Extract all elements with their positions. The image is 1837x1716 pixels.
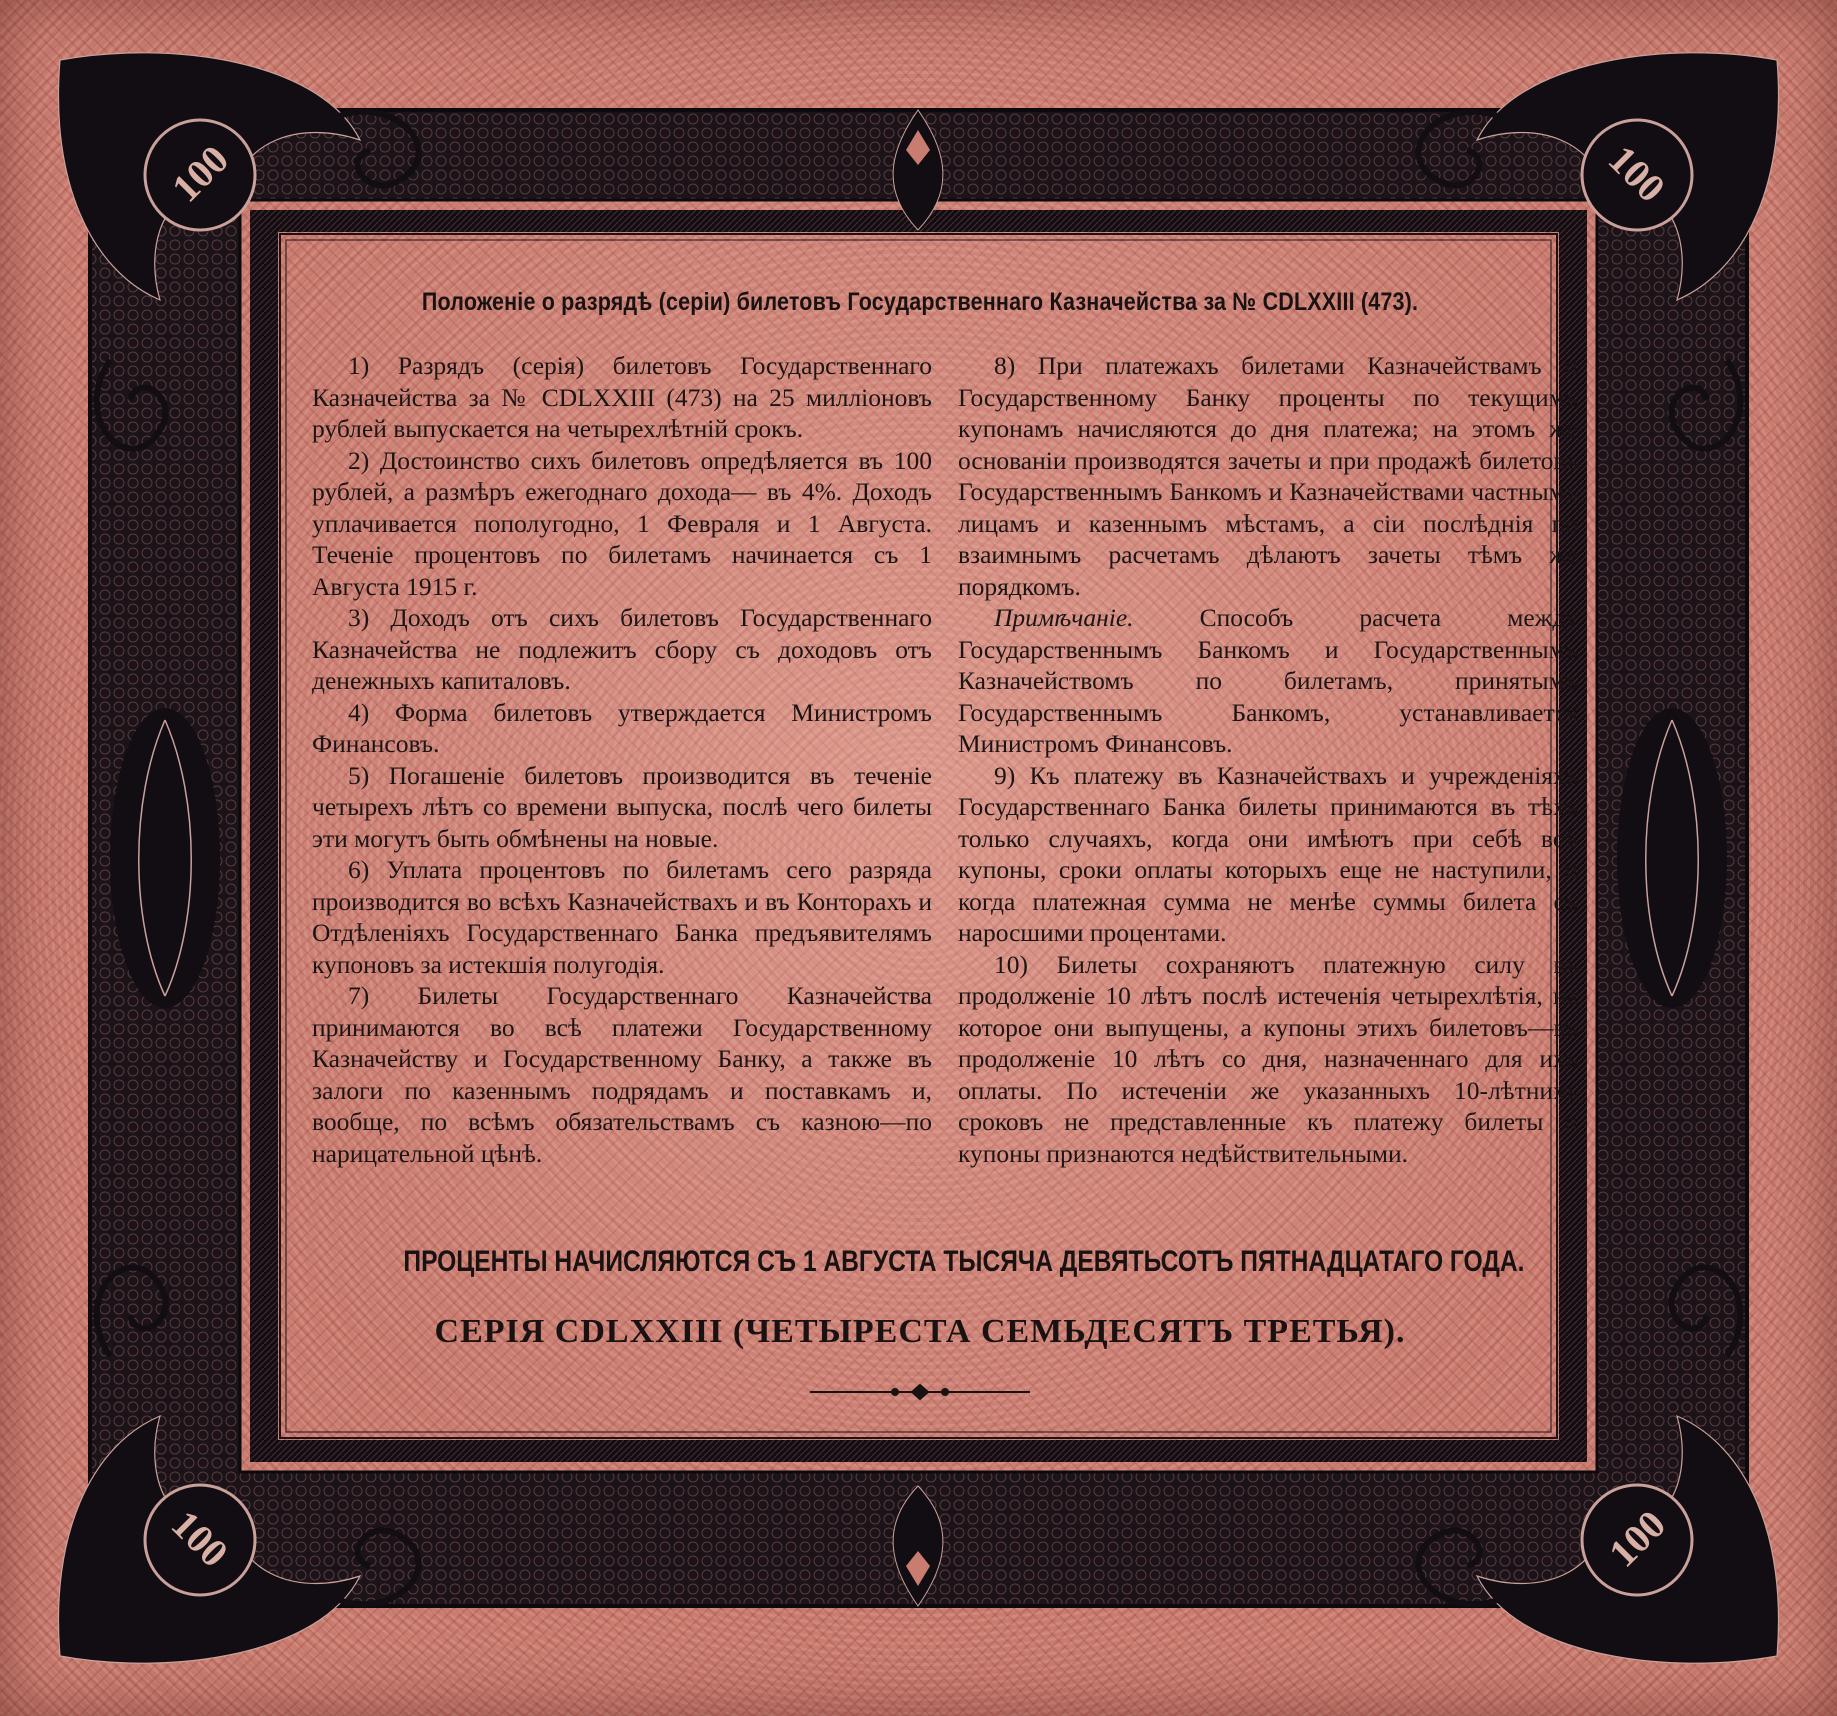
corner-denomination-tl: 100 bbox=[162, 136, 238, 211]
clause-8-note bbox=[958, 602, 1578, 760]
clause-3: 3) Доходъ отъ сихъ билетовъ Государственнаго Казначейства не подлежитъ сбору съ доходовъ отъ денежныхъ капиталовъ. bbox=[312, 603, 932, 695]
series-line: СЕРIЯ CDLXXIII (ЧЕТЫРЕСТА СЕМЬДЕСЯТЪ ТРЕТЬЯ). bbox=[434, 1313, 1406, 1350]
clause-2: 2) Достоинство сихъ билетовъ опредѣляется въ 100 рублей, а размѣръ ежегоднаго дохода— въ 4%. Доходъ уплачивается пополугодно, 1 Февраля и 1 Августа. Теченiе процентовъ по билетамъ начинается съ 1 Августа 1915 г. bbox=[312, 445, 932, 601]
clause-9: 9) Къ платежу въ Казначействахъ и учрежденiяхъ Государственнаго Банка билеты принимаются въ тѣхъ только случаяхъ, когда они имѣютъ при себѣ всѣ купоны, сроки оплаты которыхъ еще не наступили, и когда платежная сумма не менѣе суммы билета съ наросшими процентами. bbox=[958, 760, 1578, 947]
clause-5: 5) Погашенiе билетовъ производится въ теченiе четырехъ лѣтъ со времени выпуска, послѣ чего билеты эти могутъ быть обмѣнены на новые. bbox=[312, 760, 932, 853]
corner-denomination-tr: 100 bbox=[1599, 136, 1675, 211]
right-column bbox=[958, 350, 1578, 1169]
clause-10: 10) Билеты сохраняютъ платежную силу въ продолженiе 10 лѣтъ послѣ истеченiя четырехлѣтiя, на которое они выпущены, а купоны этихъ билетовъ—въ продолженiе 10 лѣтъ со дня, назначеннаго для ихъ оплаты. По истеченiи же указанныхъ 10-лѣтнихъ сроковъ не представленные къ платежу билеты и купоны признаются недѣйствительными. bbox=[958, 949, 1578, 1168]
corner-denomination-bl: 100 bbox=[162, 1501, 238, 1576]
note-text: Способъ расчета между Государственнымъ Банкомъ и Государственнымъ Казначействомъ по билетамъ, принятымъ Государственнымъ Банкомъ, устанавливается Министромъ Финансовъ. bbox=[958, 603, 1578, 758]
regulation-heading: Положенiе о разрядѣ (серiи) билетовъ Государственнаго Казначейства за № CDLXXIII (473). bbox=[421, 288, 1419, 316]
note-label: Примѣчанiе. bbox=[994, 603, 1134, 632]
clause-1: 1) Разрядъ (серiя) билетовъ Государственнаго Казначейства за № CDLXXIII (473) на 25 миллiоновъ рублей выпускается на четырехлѣтнiй срокъ. bbox=[312, 351, 932, 443]
left-column bbox=[312, 350, 932, 1169]
interest-accrual-line: ПРОЦЕНТЫ НАЧИСЛЯЮТСЯ СЪ 1 АВГУСТА ТЫСЯЧА ДЕВЯТЬСОТЪ ПЯТНАДЦАТАГО ГОДА. bbox=[403, 1245, 1525, 1278]
clause-8: 8) При платежахъ билетами Казначействамъ и Государственному Банку проценты по текущимъ купонамъ начисляются до дня платежа; на этомъ же основанiи производятся зачеты и при продажѣ билетовъ Государственнымъ Банкомъ и Казначействами частнымъ лицамъ и казеннымъ мѣстамъ, а сiи послѣднiя по взаимнымъ расчетамъ дѣлаютъ зачеты тѣмъ же порядкомъ. bbox=[958, 351, 1578, 601]
corner-denomination-br: 100 bbox=[1599, 1501, 1675, 1576]
clause-4: 4) Форма билетовъ утверждается Министромъ Финансовъ. bbox=[312, 697, 932, 758]
clause-7: 7) Билеты Государственнаго Казначейства принимаются во всѣ платежи Государственному Казначейству и Государственному Банку, а также въ залоги по казеннымъ подрядамъ и поставкамъ и, вообще, по всѣмъ обязательствамъ съ казною—по нарицательной цѣнѣ. bbox=[312, 981, 932, 1168]
clause-6: 6) Уплата процентовъ по билетамъ сего разряда производится во всѣхъ Казначействахъ и въ Конторахъ и Отдѣленiяхъ Государственнаго Банка предъявителямъ купоновъ за истекшiя полугодiя. bbox=[312, 855, 932, 979]
